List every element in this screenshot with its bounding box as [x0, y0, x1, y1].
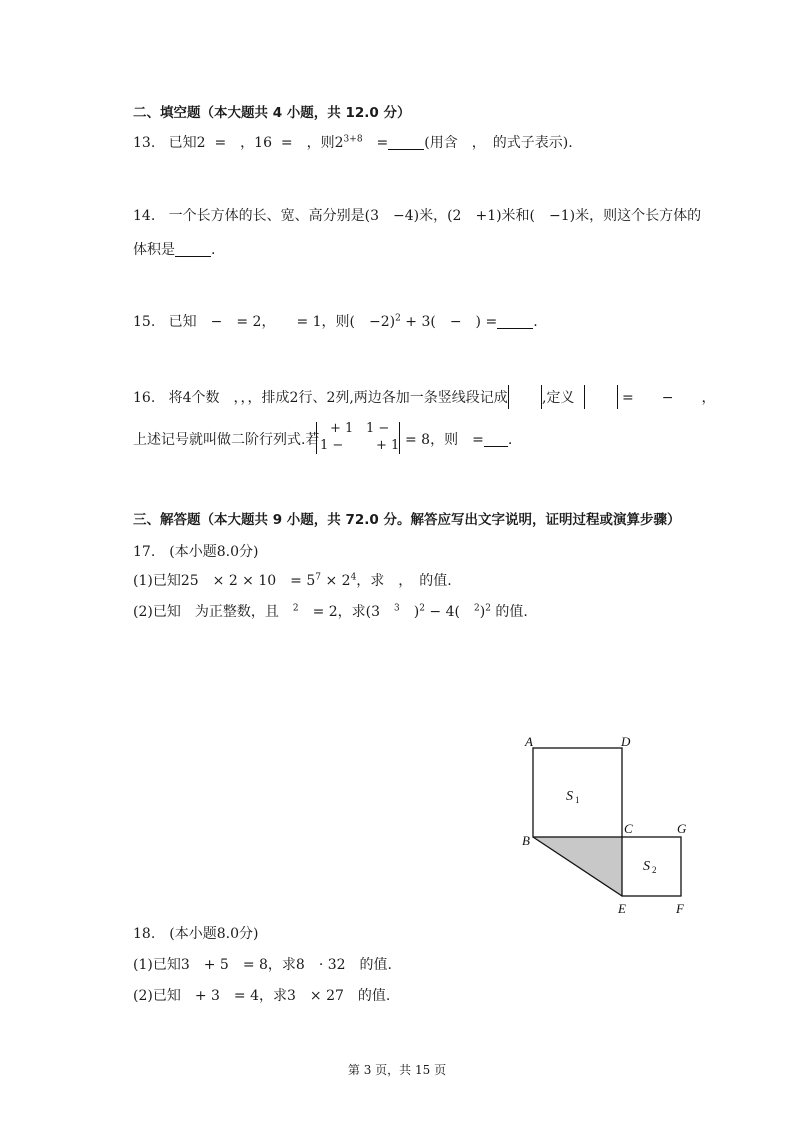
q17-p2-exp-1: 2 [292, 603, 299, 614]
page-footer: 第 3 页，共 15 页 [347, 1063, 447, 1077]
label-s2-subscript: 2 [652, 865, 657, 875]
label-e: E [618, 901, 626, 916]
label-s2: S [643, 859, 650, 874]
q17-p2-exp-2: 3 [394, 603, 400, 614]
q17-p1-text-1: (1)已知25 × 2 × 10 = 5 [133, 573, 316, 589]
q16-period: . [507, 432, 513, 448]
section-3-heading: 三、解答题（本大题共 9 小题，共 72.0 分。解答应写出文字说明，证明过程或演算步骤） [133, 512, 681, 528]
q14-text-2: 体积是 [133, 242, 175, 258]
q15-number: 15. [133, 314, 156, 330]
q17-p1-text-3: ，求 ， 的值. [356, 573, 452, 589]
q17-p2-exp-5: 2 [485, 603, 491, 614]
q15-text-3: . [533, 314, 538, 330]
q13-exponent: 3+8 [343, 134, 363, 145]
q15-exponent: 2 [395, 313, 401, 324]
q15-text-2: + 3( − ) = [405, 314, 498, 330]
q17-p2-exp-4: 2 [473, 603, 480, 614]
label-f: F [676, 901, 684, 916]
q16-text-formula: = − ， [622, 390, 716, 406]
q16-text-2: 上述记号就叫做二阶行列式.若 [133, 432, 320, 448]
q16-equation: = 8，则 = [405, 432, 484, 448]
q13-text-1: 已知2 [168, 135, 206, 151]
q17-p1-exp-2: 4 [350, 572, 357, 583]
q16-matrix-a12: 1 − [366, 421, 390, 436]
q16-matrix-a22: + 1 [376, 438, 400, 453]
q17-p2-text-1: (2)已知 为正整数，且 [133, 604, 293, 620]
q17-title: 17. (本小题8.0分) [133, 544, 259, 560]
label-b: B [522, 833, 530, 848]
label-s1-subscript: 1 [575, 795, 580, 805]
q16-text-define: ,定义 [542, 390, 575, 406]
q16-text-1: 将4个数 ，，，排成2行、2列,两边各加一条竖线段记成 [168, 390, 508, 406]
q17-p2-text-4: − 4( [424, 604, 474, 620]
q13-text-4: = [362, 135, 389, 151]
q16-matrix-a11: + 1 [330, 421, 354, 436]
q17-p2-text-6: 的值. [490, 604, 528, 620]
label-d: D [621, 734, 631, 749]
q17-p2-text-5: ) [479, 604, 486, 620]
square-abcd [533, 748, 622, 837]
q15-text-1: 已知 − = 2， = 1，则( −2) [168, 314, 396, 330]
q14-number: 14. [133, 208, 156, 224]
label-a: A [525, 734, 533, 749]
q18-part-2: (2)已知 + 3 = 4，求3 × 27 的值. [133, 988, 391, 1004]
q17-p2-exp-3: 2 [419, 603, 425, 614]
label-s1: S [566, 789, 573, 804]
section-2-heading: 二、填空题（本大题共 4 小题，共 12.0 分） [133, 105, 411, 121]
q18-title: 18. (本小题8.0分) [133, 926, 259, 942]
label-g: G [677, 821, 687, 836]
q17-p2-text-3: ) [399, 604, 420, 620]
label-c: C [624, 821, 633, 836]
q17-p2-text-2: = 2，求(3 [298, 604, 395, 620]
q16-matrix-a21: 1 − [320, 438, 344, 453]
q18-part-1: (1)已知3 + 5 = 8，求8 · 32 的值. [133, 957, 392, 973]
q14-text-1: 一个长方体的长、宽、高分别是(3 −4)米，(2 +1)米和( −1)米，则这个长方体的 [168, 208, 702, 224]
q14-text-3: . [211, 242, 216, 258]
q17-p1-exp-1: 7 [315, 572, 322, 583]
q13-text-3: = ，则2 [280, 135, 344, 151]
q13-number: 13. [133, 135, 156, 151]
q17-p1-text-2: × 2 [321, 573, 351, 589]
q16-number: 16. [133, 390, 156, 406]
q13-text-5: (用含 ， 的式子表示). [424, 135, 573, 151]
q13-text-2: = ，16 [214, 135, 272, 151]
